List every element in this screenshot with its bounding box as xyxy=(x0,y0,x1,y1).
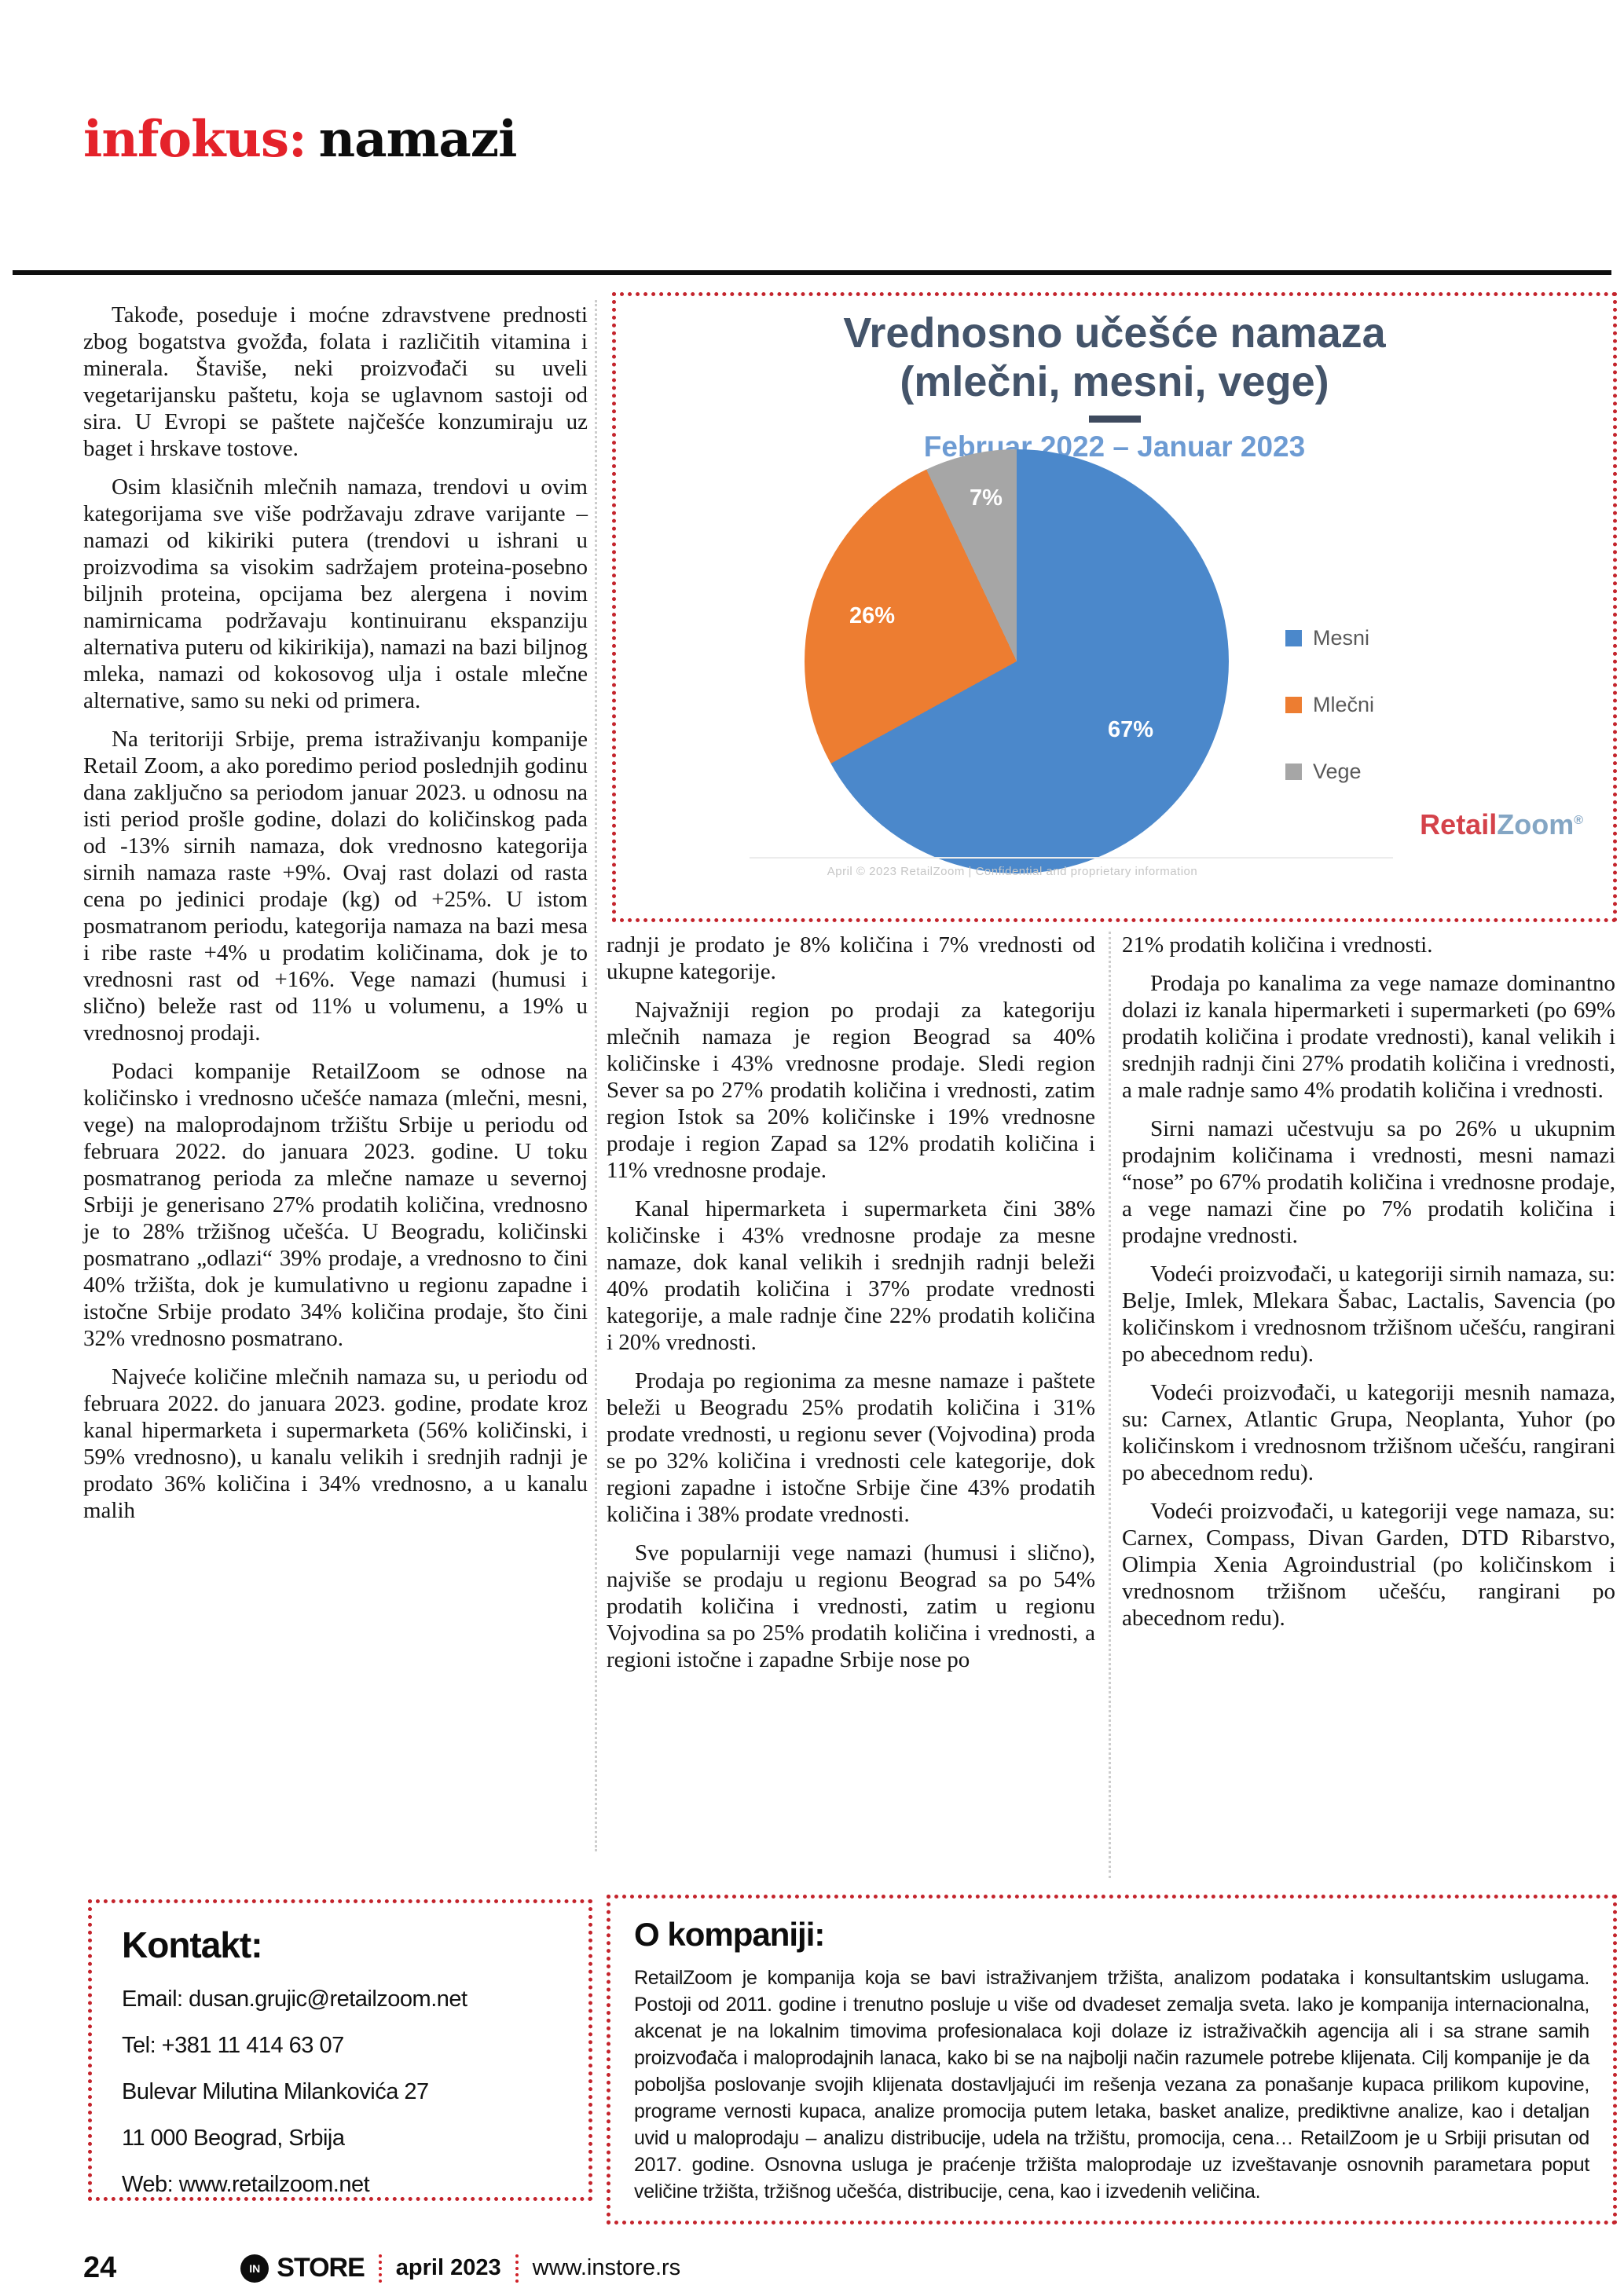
article-column-3 xyxy=(1122,932,1615,1643)
contact-title: Kontakt: xyxy=(122,1924,262,1965)
paragraph: Prodaja po regionima za mesne namaze i paštete beleži u Beogradu 25% prodatih količina i 31% prodate vrednosti, u regionu sever (Vojvodina) proda se po 32% količina i vrednosti cele kategorije, dok regioni zapadne i istočne Srbije čine 43% prodatih količina i 38% prodate vrednosti. xyxy=(607,1368,1095,1527)
legend-swatch-gray-icon xyxy=(1285,764,1302,780)
pie-chart xyxy=(805,449,1229,873)
contact-address-city: 11 000 Beograd, Srbija xyxy=(122,2126,345,2151)
chart-footer-rule xyxy=(750,857,1393,859)
about-company-text: RetailZoom je kompanija koja se bavi istraživanjem tržišta, analizom podataka i konsultantskim uslugama. Postoji od 2011. godine i trenutno posluje u više od dvadeset zemalja sveta. Iako je kompanija internacionalna, akcenat je na lokalnim timovima profesionalaca koji dolaze iz istraživačkih agencija ali i sa strane samih proizvođača i maloprodajnih lanaca, kako bi se na najbolji način razumele potrebe klijenata. Cilj kompanije je da poboljša poslovanje svojih klijenata dostavljajući im rešenja vezana za ponašanje kupaca prilikom kupovine, programe vernosti kupaca, analize promocija putem letaka, basket analize, prediktivne analize, kao i detaljan uvid u maloprodaju – analizu distribucije, udela na tržištu, promocija, cena… RetailZoom je u Srbiji prisutan od 2017. godine. Osnovna usluga je praćenje tržišta maloprodaje uz izveštavanje osnovnih parametara poput veličine tržišta, tržišnog učešća, distribucije, cena, kao i izvedenih veličina. xyxy=(634,1967,1589,2203)
page-footer xyxy=(83,2251,680,2285)
paragraph: Vodeći proizvođači, u kategoriji vege namaza, su: Carnex, Compass, Divan Garden, DTD Ribarstvo, Olimpia Xenia Agroindustrial (po količinskom i vrednosnom tržišnom učešću, rangirani po abecednom redu). xyxy=(1122,1499,1615,1631)
registered-mark-icon: ® xyxy=(1574,814,1583,827)
instore-logo xyxy=(240,2253,365,2283)
paragraph: Takođe, poseduje i moćne zdravstvene prednosti zbog bogatstva gvožđa, folata i različitih vitamina i minerala. Štaviše, neki proizvođači su uveli vegetarijansku paštetu, koja se uglavnom sastoji od sira. U Evropi se paštete najčešće konzumiraju uz baget i hrskave tostove. xyxy=(83,302,588,461)
chart-panel xyxy=(612,292,1617,922)
legend-item-mlecni xyxy=(1285,693,1374,717)
paragraph: Najveće količine mlečnih namaza su, u periodu od februara 2022. do januara 2023. godine, prodate kroz kanal hipermarketa i supermarketa (56% količinski, i 59% vrednosno), u kanalu velikih i srednjih radnji je prodato 36% količina i 34% vrednosno, a u kanalu malih xyxy=(83,1364,588,1523)
paragraph: Sirni namazi učestvuju sa po 26% u ukupnim prodajnim količinama i vrednosti, mesni namazi “nose” po 67% prodatih količina i vrednosne prodaje, a vege namazi čine po 7% prodatih količina i prodajne vrednosti. xyxy=(1122,1116,1615,1248)
page-title xyxy=(83,110,516,169)
contact-address-street: Bulevar Milutina Milankovića 27 xyxy=(122,2079,429,2104)
paragraph: Podaci kompanije RetailZoom se odnose na količinsko i vrednosno učešće namaza (mlečni, mesni, vege) na maloprodajnom tržištu Srbije u periodu od februara 2022. do januara 2023. godine. U toku posmatranog perioda za mlečne namaze u severnoj Srbiji je generisano 27% prodatih količina, vrednosno je to 28% tržišnog učešća. U Beogradu, količinski posmatrano „odlazi“ 39% prodaje, a vrednosno to čini 40% tržišta, dok je kumulativno u regionu zapadne i istočne Srbije prodato 34% količina prodaje, što čini 32% vrednosno posmatrano. xyxy=(83,1059,588,1351)
legend-item-vege xyxy=(1285,760,1374,784)
about-company-title: O kompaniji: xyxy=(634,1916,825,1953)
issue-date: april 2023 xyxy=(395,2255,501,2280)
retailzoom-logo xyxy=(1420,808,1583,841)
paragraph: Osim klasičnih mlečnih namaza, trendovi u ovim kategorijama sve više podržavaju zdrave varijante – namazi od kikiriki putera (trendovi u ishrani u proizvodima sa visokim sadržajem proteina-posebno biljnih proteina, opcijama bez alergena i novim namirnicama podržavaju kontinuiranu ekspanziju alternativa puteru od kikirikija), namazi na bazi biljnog mleka, namazi od kokosovog ulja i ostale mlečne alternative, samo su neki od primera. xyxy=(83,474,588,713)
chart-title-line2: (mlečni, mesni, vege) xyxy=(900,358,1329,405)
contact-email[interactable]: Email: dusan.grujic@retailzoom.net xyxy=(122,1987,467,2012)
legend-label: Mesni xyxy=(1313,626,1370,650)
retailzoom-logo-retail: Retail xyxy=(1420,808,1498,840)
instore-circle-icon: IN xyxy=(240,2254,269,2283)
column-divider-1 xyxy=(595,300,597,1851)
chart-title xyxy=(616,309,1613,406)
legend-item-mesni xyxy=(1285,626,1374,650)
masthead-brand: infokus: xyxy=(83,110,306,169)
legend-swatch-orange-icon xyxy=(1285,697,1302,713)
title-underline xyxy=(1089,416,1141,423)
pie-label-mlecni: 26% xyxy=(849,603,896,628)
about-company-panel xyxy=(607,1895,1617,2225)
paragraph: Sve popularniji vege namazi (humusi i slično), najviše se prodaju u regionu Beograd sa po 54% prodatih količina i vrednosti, zatim u regionu Vojvodina sa po 25% prodatih količina i vrednosti, a regioni istočne i zapadne Srbije nose po xyxy=(607,1540,1095,1672)
footer-website-link[interactable]: www.instore.rs xyxy=(532,2255,681,2280)
contact-website[interactable]: Web: www.retailzoom.net xyxy=(122,2172,370,2197)
pie-label-mesni: 67% xyxy=(1108,717,1154,742)
legend-label: Vege xyxy=(1313,760,1362,783)
legend-label: Mlečni xyxy=(1313,693,1375,716)
paragraph: 21% prodatih količina i vrednosti. xyxy=(1122,932,1433,958)
chart-subtitle: Februar 2022 – Januar 2023 xyxy=(923,430,1306,463)
paragraph: Prodaja po kanalima za vege namaze dominantno dolazi iz kanala hipermarketi i supermarketi (po 69% prodatih količina i prodate vrednosti), kanal velikih i srednjih radnji čini 27% prodatih količina i vrednosti, a male radnje samo 4% prodatih količina i vrednosti. xyxy=(1122,971,1615,1103)
footer-separator xyxy=(379,2254,382,2283)
paragraph: Vodeći proizvođači, u kategoriji sirnih namaza, su: Belje, Imlek, Mlekara Šabac, Lactalis, Savencia (po količinskom i vrednosnom tržišnom učešću, rangirani po abecednom redu). xyxy=(1122,1262,1615,1367)
footer-separator xyxy=(515,2254,519,2283)
paragraph: Na teritoriji Srbije, prema istraživanju kompanije Retail Zoom, a ako poredimo period poslednjih godinu dana zaključno sa periodom januar 2023. u odnosu na isti period prošle godine, dolazi do količinskog pada od -13% sirnih namaza, dok vrednosno kategorija sirnih namaza raste +9%. Ovaj rast dolazi od rasta cena po jedinici prodaje (kg) od +25%. U istom posmatranom periodu, kategorija namaza na bazi mesa i ribe raste +4% u prodatim količinama, dok je to vrednosni rast od +16%. Vege namazi (humusi i slično) beleže rast od 11% u volumenu, a 19% u vrednosnoj prodaji. xyxy=(83,727,588,1045)
retailzoom-logo-zoom: Zoom xyxy=(1497,808,1575,840)
paragraph: radnji je prodato je 8% količina i 7% vrednosti od ukupne kategorije. xyxy=(607,932,1095,984)
contact-phone: Tel: +381 11 414 63 07 xyxy=(122,2033,344,2058)
paragraph: Kanal hipermarketa i supermarketa čini 38% količinske i 43% vrednosne prodaje za mesne namaze, dok kanal velikih i srednjih radnji beleži 40% prodatih količina i 37% prodate vrednosti kategorije, a male radnje čine 22% prodatih količina i 20% vrednosti. xyxy=(607,1196,1095,1355)
chart-fineprint: April © 2023 RetailZoom | Confidential and proprietary information xyxy=(827,865,1198,878)
instore-logo-text: STORE xyxy=(277,2253,365,2283)
contact-panel xyxy=(88,1899,592,2201)
pie-label-vege: 7% xyxy=(970,485,1003,511)
article-column-2 xyxy=(607,932,1095,1685)
paragraph: Najvažniji region po prodaji za kategoriju mlečnih namaza je region Beograd sa 40% količinske i 43% vrednosne prodaje. Sledi region Sever sa po 27% prodatih količina i vrednosti, zatim region Istok sa 20% količinske i 19% vrednosne prodaje i region Zapad sa 12% prodatih količina i 11% vrednosne prodaje. xyxy=(607,998,1095,1183)
paragraph: Vodeći proizvođači, u kategoriji mesnih namaza, su: Carnex, Atlantic Grupa, Neoplanta, Yuhor (po količinskom i vrednosnom tržišnom učešću, rangirani po abecednom redu). xyxy=(1122,1380,1615,1485)
column-divider-2 xyxy=(1109,932,1111,1878)
chart-title-line1: Vrednosno učešće namaza xyxy=(843,309,1386,357)
masthead-section: namazi xyxy=(318,110,517,169)
legend-swatch-blue-icon xyxy=(1285,630,1302,646)
page-number: 24 xyxy=(83,2251,117,2284)
article-column-1 xyxy=(83,302,588,1536)
chart-legend xyxy=(1285,626,1374,826)
header-divider xyxy=(13,270,1611,275)
